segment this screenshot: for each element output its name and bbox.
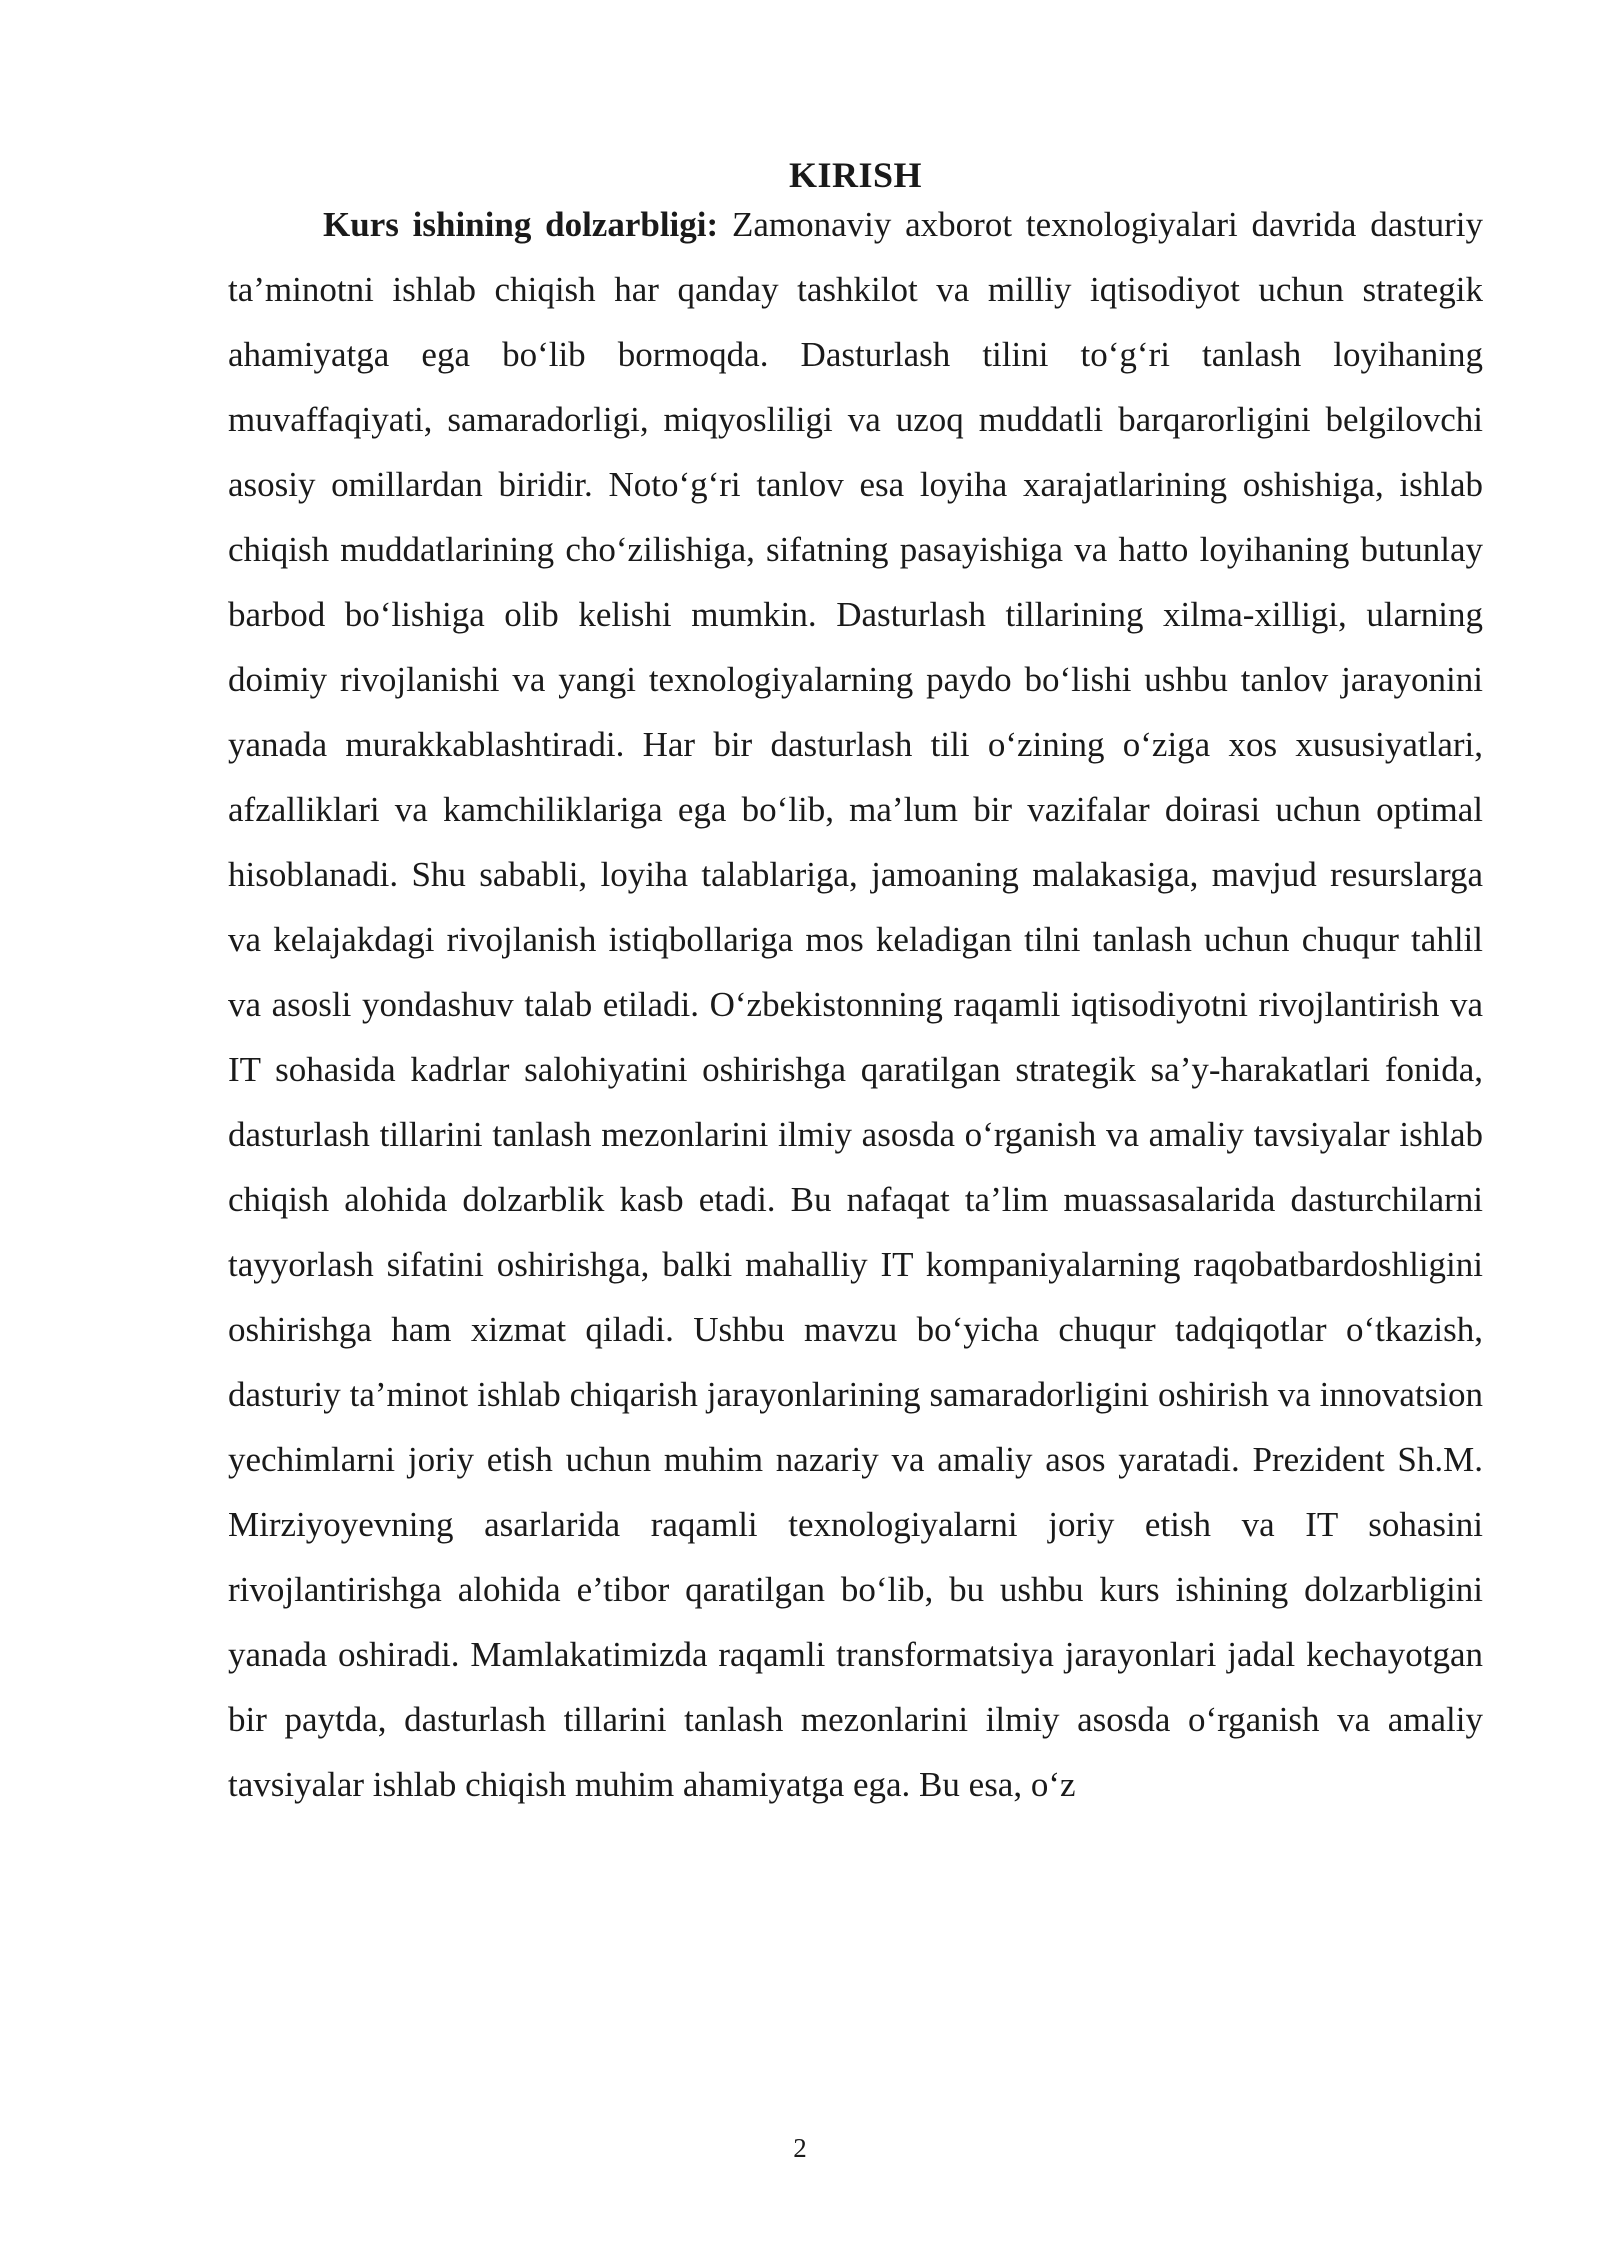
section-heading: KIRISH [788,155,923,195]
body-paragraph [228,192,1483,1817]
page-number: 2 [793,2133,807,2163]
paragraph-lead: Kurs ishining dolzarbligi: [323,205,719,244]
paragraph-body: Zamonaviy axborot texnologiyalari davrida dasturiy ta’minotni ishlab chiqish har qanday tashkilot va milliy iqtisodiyot uchun strategik ahamiyatga ega bo‘lib bormoqda. Dasturlash tilini to‘g‘ri tanlash loyihaning muvaffaqiyati, samaradorligi, miqyosliligi va uzoq muddatli barqarorligini belgilovchi asosiy omillardan biridir. Noto‘g‘ri tanlov esa loyiha xarajatlarining oshishiga, ishlab chiqish muddatlarining cho‘zilishiga, sifatning pasayishiga va hatto loyihaning butunlay barbod bo‘lishiga olib kelishi mumkin. Dasturlash tillarining xilma-xilligi, ularning doimiy rivojlanishi va yangi texnologiyalarning paydo bo‘lishi ushbu tanlov jarayonini yanada murakkablashtiradi. Har bir dasturlash tili o‘zining o‘ziga xos xususiyatlari, afzalliklari va kamchiliklariga ega bo‘lib, ma’lum bir vazifalar doirasi uchun optimal hisoblanadi. Shu sababli, loyiha talablariga, jamoaning malakasiga, mavjud resurslarga va kelajakdagi rivojlanish istiqbollariga mos keladigan tilni tanlash uchun chuqur tahlil va asosli yondashuv talab etiladi. O‘zbekistonning raqamli iqtisodiyotni rivojlantirish va IT sohasida kadrlar salohiyatini oshirishga qaratilgan strategik sa’y-harakatlari fonida, dasturlash tillarini tanlash mezonlarini ilmiy asosda o‘rganish va amaliy tavsiyalar ishlab chiqish alohida dolzarblik kasb etadi. Bu nafaqat ta’lim muassasalarida dasturchilarni tayyorlash sifatini oshirishga, balki mahalliy IT kompaniyalarning raqobatbardoshligini oshirishga ham xizmat qiladi. Ushbu mavzu bo‘yicha chuqur tadqiqotlar o‘tkazish, dasturiy ta’minot ishlab chiqarish jarayonlarining samaradorligini oshirish va innovatsion yechimlarni joriy etish uchun muhim nazariy va amaliy asos yaratadi. Prezident Sh.M. Mirziyoyevning asarlarida raqamli texnologiyalarni joriy etish va IT sohasini rivojlantirishga alohida e’tibor qaratilgan bo‘lib, bu ushbu kurs ishining dolzarbligini yanada oshiradi. Mamlakatimizda raqamli transformatsiya jarayonlari jadal kechayotgan bir paytda, dasturlash tillarini tanlash mezonlarini ilmiy asosda o‘rganish va amaliy tavsiyalar ishlab chiqish muhim ahamiyatga ega. Bu esa, o‘z [228,205,1484,1804]
